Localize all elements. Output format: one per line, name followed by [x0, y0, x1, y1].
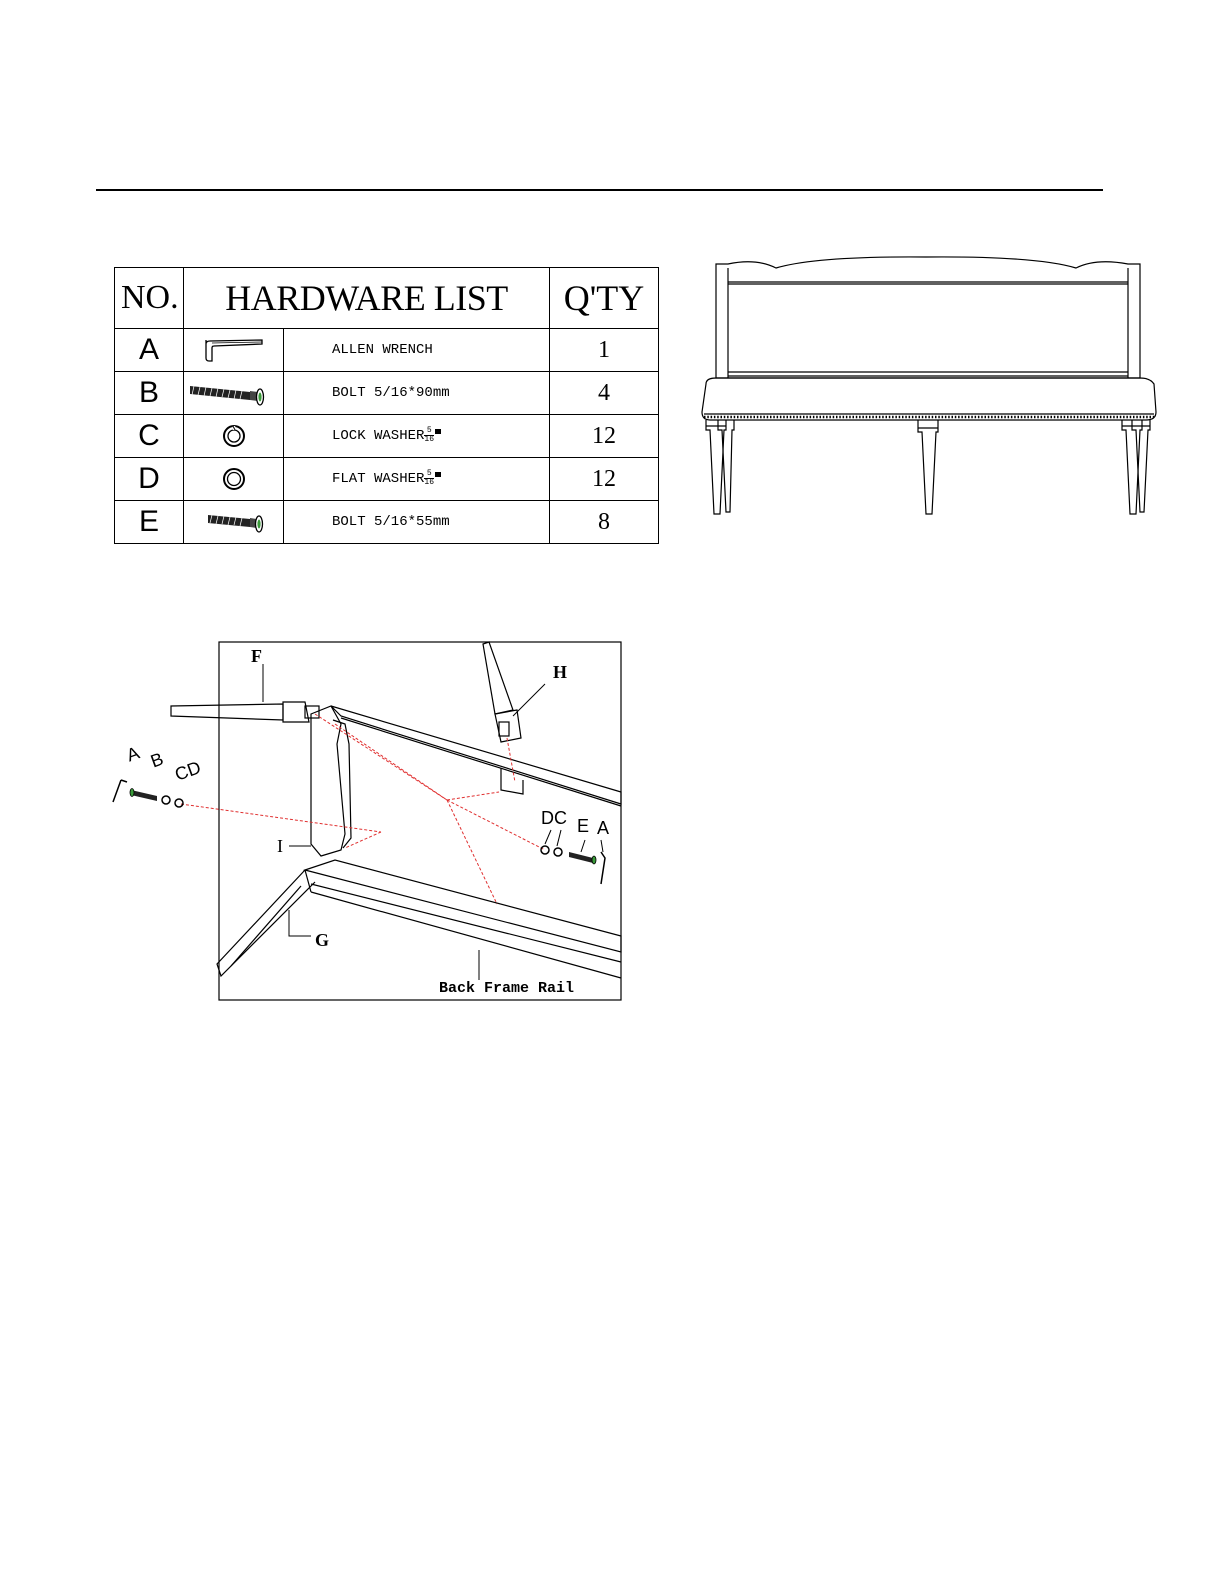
- long-bolt-icon: [184, 372, 284, 415]
- allen-wrench-icon: [184, 329, 284, 372]
- short-bolt-icon: [184, 501, 284, 544]
- fraction-numerator: 5: [424, 427, 434, 436]
- label-right-e: E: [577, 816, 590, 836]
- fraction-denominator: 16: [424, 478, 435, 488]
- label-f: F: [251, 646, 262, 666]
- bench-front-view-illustration: [696, 254, 1160, 520]
- fraction: [424, 427, 434, 444]
- row-qty: 1: [550, 329, 659, 372]
- header-qty: Q'TY: [550, 268, 659, 329]
- fraction-numerator: 5: [424, 470, 434, 479]
- row-desc: ALLEN WRENCH: [284, 329, 550, 372]
- row-no: C: [115, 415, 184, 458]
- fraction: [424, 470, 434, 487]
- fraction-denominator: 16: [424, 435, 435, 445]
- guide-lines: [181, 714, 545, 904]
- header-no: NO.: [115, 268, 184, 329]
- row-qty: 12: [550, 458, 659, 501]
- row-qty: 4: [550, 372, 659, 415]
- row-desc: BOLT 5/16*55mm: [284, 501, 550, 544]
- label-back-frame-rail: Back Frame Rail: [439, 980, 575, 997]
- row-desc: [284, 415, 550, 458]
- lock-washer-icon: [184, 415, 284, 458]
- table-row: [115, 329, 659, 372]
- label-left-cd: CD: [172, 757, 204, 785]
- flat-washer-icon: [184, 458, 284, 501]
- row-no: D: [115, 458, 184, 501]
- label-left-b: B: [147, 748, 167, 772]
- header-hardware-list: HARDWARE LIST: [184, 268, 550, 329]
- assembly-diagram: [105, 634, 625, 1004]
- table-row: [115, 501, 659, 544]
- row-no: B: [115, 372, 184, 415]
- header-rule: [96, 189, 1103, 191]
- table-row: [115, 458, 659, 501]
- table-row: [115, 372, 659, 415]
- square-mark-icon: [435, 429, 441, 434]
- row-no: A: [115, 329, 184, 372]
- label-i: I: [277, 836, 283, 856]
- label-right-dc: DC: [541, 808, 567, 828]
- row-desc: BOLT 5/16*90mm: [284, 372, 550, 415]
- left-hardware: [113, 780, 183, 807]
- leg-f: [171, 702, 319, 722]
- label-g: G: [315, 930, 330, 950]
- right-hardware: [541, 846, 605, 884]
- leg-h: [483, 642, 521, 742]
- row-qty: 8: [550, 501, 659, 544]
- table-row: [115, 415, 659, 458]
- table-header-row: [115, 268, 659, 329]
- row-desc-text: FLAT WASHER: [332, 471, 425, 488]
- label-left-a: A: [123, 742, 143, 766]
- label-h: H: [553, 662, 568, 682]
- hardware-list-table: [114, 267, 658, 542]
- row-desc: [284, 458, 550, 501]
- row-no: E: [115, 501, 184, 544]
- row-desc-text: LOCK WASHER: [332, 428, 425, 445]
- square-mark-icon: [435, 472, 441, 477]
- row-qty: 12: [550, 415, 659, 458]
- label-right-a: A: [597, 818, 610, 838]
